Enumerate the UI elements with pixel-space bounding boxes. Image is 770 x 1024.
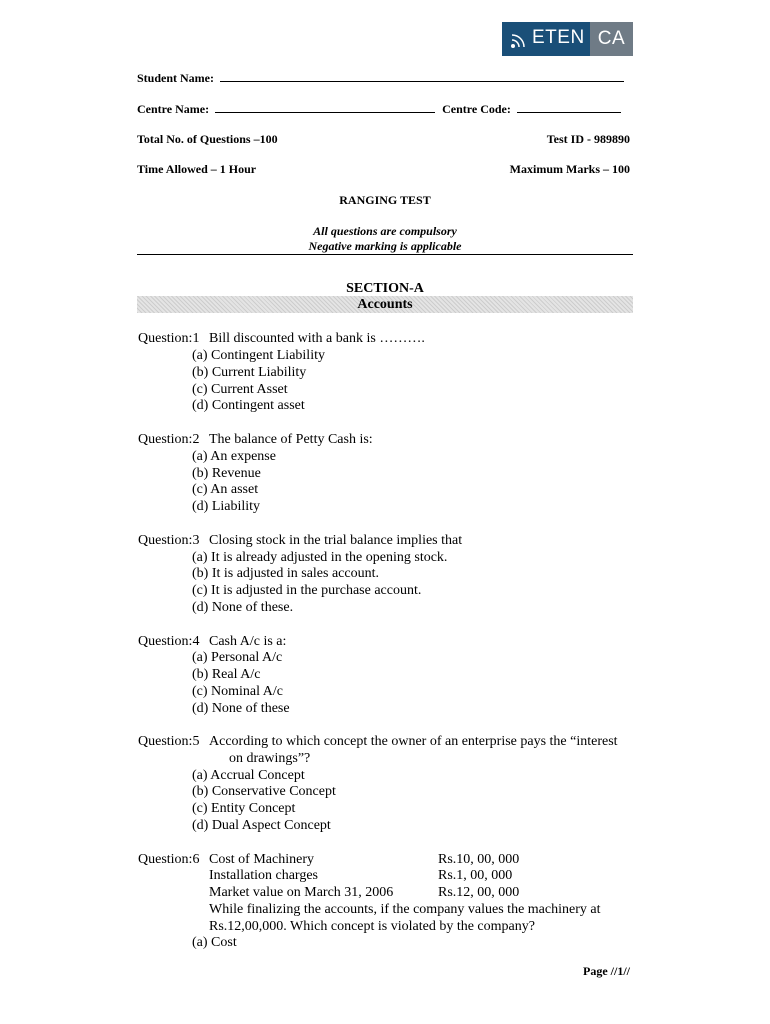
question-text-line-2: on drawings”? — [229, 751, 311, 766]
maximum-marks: Maximum Marks – 100 — [509, 162, 630, 176]
question-text: Cash A/c is a: — [209, 634, 287, 649]
option-c[interactable]: (c) Nominal A/c — [192, 684, 283, 699]
option-b[interactable]: (b) It is adjusted in sales account. — [192, 566, 380, 581]
centre-name-field[interactable] — [215, 101, 435, 113]
cost-item-amount: Rs.12, 00, 000 — [438, 885, 520, 900]
option-a[interactable]: (a) It is already adjusted in the opening stock. — [192, 550, 448, 565]
option-d[interactable]: (d) Liability — [192, 499, 261, 514]
instruction-compulsory: All questions are compulsory — [313, 224, 457, 238]
student-name-field[interactable] — [220, 70, 624, 82]
header-divider — [137, 254, 633, 255]
eten-ca-logo — [502, 22, 633, 56]
question-label: Question:5 — [138, 734, 200, 749]
student-name-row — [137, 70, 624, 86]
question-text-line-2: Rs.12,00,000. Which concept is violated by the company? — [209, 919, 535, 934]
option-a[interactable]: (a) Personal A/c — [192, 650, 283, 665]
page-number: Page //1// — [583, 964, 630, 978]
option-c[interactable]: (c) Entity Concept — [192, 801, 296, 816]
question-label: Question:1 — [138, 331, 200, 346]
question-text-line-1: According to which concept the owner of an enterprise pays the “interest — [209, 734, 618, 749]
question-label: Question:3 — [138, 533, 200, 548]
section-subtitle: Accounts — [357, 297, 413, 312]
centre-code-label: Centre Code: — [442, 102, 511, 116]
option-d[interactable]: (d) Dual Aspect Concept — [192, 818, 331, 833]
cost-item-amount: Rs.10, 00, 000 — [438, 852, 520, 867]
student-name-label: Student Name: — [137, 71, 214, 85]
section-title: SECTION-A — [346, 281, 424, 296]
logo-brand-block — [502, 22, 590, 56]
question-text: Closing stock in the trial balance implies that — [209, 533, 463, 548]
wifi-signal-icon — [510, 31, 528, 49]
option-d[interactable]: (d) None of these. — [192, 600, 294, 615]
option-b[interactable]: (b) Revenue — [192, 466, 261, 481]
test-title: RANGING TEST — [339, 193, 431, 207]
question-label: Question:6 — [138, 852, 200, 867]
logo-suffix-block — [590, 22, 633, 56]
centre-row — [137, 101, 621, 117]
option-a[interactable]: (a) Contingent Liability — [192, 348, 325, 363]
time-allowed: Time Allowed – 1 Hour — [137, 162, 257, 176]
cost-item-name: Market value on March 31, 2006 — [209, 885, 394, 900]
option-b[interactable]: (b) Conservative Concept — [192, 784, 336, 799]
option-a[interactable]: (a) An expense — [192, 449, 276, 464]
cost-item-name: Cost of Machinery — [209, 852, 314, 867]
centre-code-field[interactable] — [517, 101, 621, 113]
question-text: Bill discounted with a bank is ………. — [209, 331, 425, 346]
question-label: Question:2 — [138, 432, 200, 447]
option-c[interactable]: (c) It is adjusted in the purchase account. — [192, 583, 422, 598]
option-c[interactable]: (c) Current Asset — [192, 382, 288, 397]
question-label: Question:4 — [138, 634, 200, 649]
option-b[interactable]: (b) Current Liability — [192, 365, 307, 380]
question-text: The balance of Petty Cash is: — [209, 432, 373, 447]
option-b[interactable]: (b) Real A/c — [192, 667, 261, 682]
cost-item-amount: Rs.1, 00, 000 — [438, 868, 513, 883]
option-d[interactable]: (d) Contingent asset — [192, 398, 305, 413]
cost-item-name: Installation charges — [209, 868, 318, 883]
option-a[interactable]: (a) Cost — [192, 935, 237, 950]
centre-name-label: Centre Name: — [137, 102, 210, 116]
instruction-negative-marking: Negative marking is applicable — [308, 239, 462, 253]
total-questions: Total No. of Questions –100 — [137, 132, 278, 146]
question-text-line-1: While finalizing the accounts, if the company values the machinery at — [209, 902, 601, 917]
logo-brand-text: ETEN — [532, 27, 585, 48]
option-c[interactable]: (c) An asset — [192, 482, 259, 497]
logo-suffix-text: CA — [597, 28, 626, 49]
option-d[interactable]: (d) None of these — [192, 701, 290, 716]
option-a[interactable]: (a) Accrual Concept — [192, 768, 305, 783]
test-id: Test ID - 989890 — [546, 132, 630, 146]
